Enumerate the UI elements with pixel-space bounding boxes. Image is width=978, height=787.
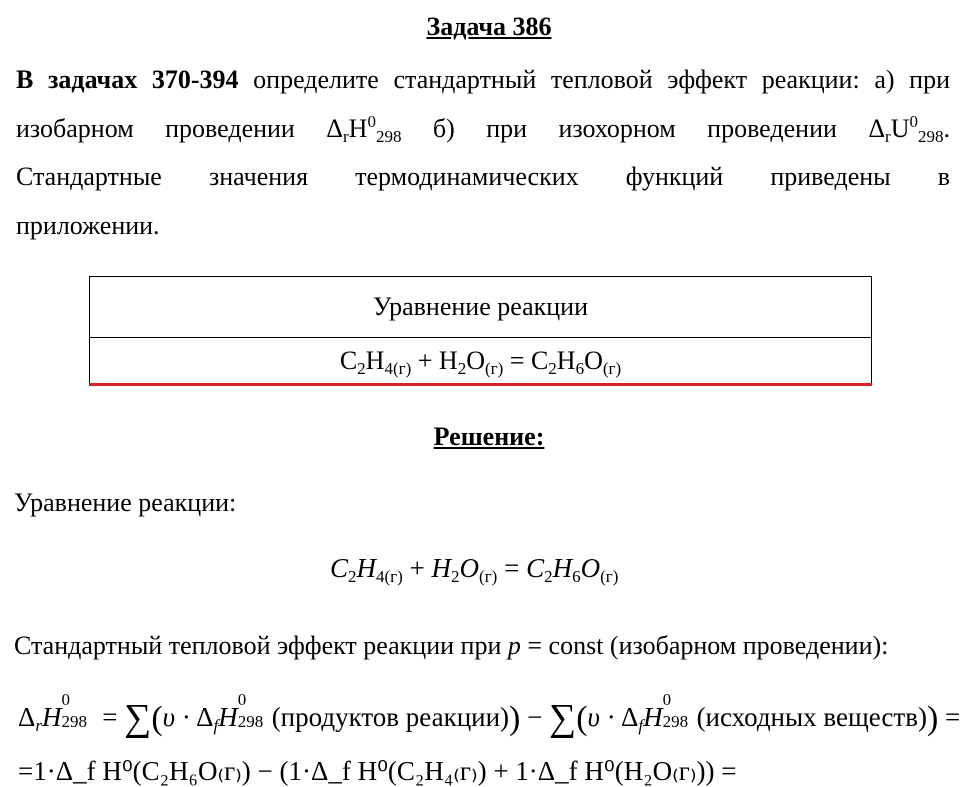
enthalpy-formula: $\Delta_rH$ 0 298 = $\sum(\upsilon \cdot \Delta_fH$ 0 298 (продуктов реакции)) − $\sum(\upsilon \cdot \Delta_fH$ 0 298 (исходных веществ)) = <box>18 690 961 739</box>
statement-line-2: изобарном проведении $\Delta_rH^0_{298}$ б) при изохорном проведении $\Delta_rU^0_{298}$. <box>16 111 950 146</box>
reaction-table-header: Уравнение реакции <box>90 277 872 338</box>
isobaric-text: Стандартный тепловой эффект реакции при p = const (изобарном проведении): <box>14 631 889 660</box>
statement-line-3: Стандартные значения термодинамических функций приведены в <box>16 162 950 191</box>
task-range: В задачах 370-394 <box>16 65 239 94</box>
sum-symbol: ∑ <box>124 697 152 739</box>
equation-label: Уравнение реакции: <box>14 488 237 517</box>
sum-symbol-2: ∑ <box>549 697 577 739</box>
reaction-formula: $C_2H_{4(г)} + H_2O_{(г)} = C_2H_6O_{(г)}$ <box>330 553 619 586</box>
task-statement <box>16 56 950 250</box>
reaction-table <box>89 276 872 386</box>
statement-line-1: В задачах 370-394 определите стандартный тепловой эффект реакции: а) при <box>16 65 950 94</box>
statement-line-4: приложении. <box>16 210 160 240</box>
task-title: Задача 386 <box>426 12 552 41</box>
reaction-table-equation: $C_2H_{4(г)} + H_2O_{(г)} = C_2H_6O_{(г)}$ <box>90 338 872 385</box>
formula-continuation: =1·Δ_f H⁰(C₂H₆O₍г₎) − (1·Δ_f H⁰(C₂H₄₍г₎) + 1·Δ_f H⁰(H₂O₍г₎)) = <box>18 756 737 786</box>
solution-title: Решение: <box>433 422 545 451</box>
